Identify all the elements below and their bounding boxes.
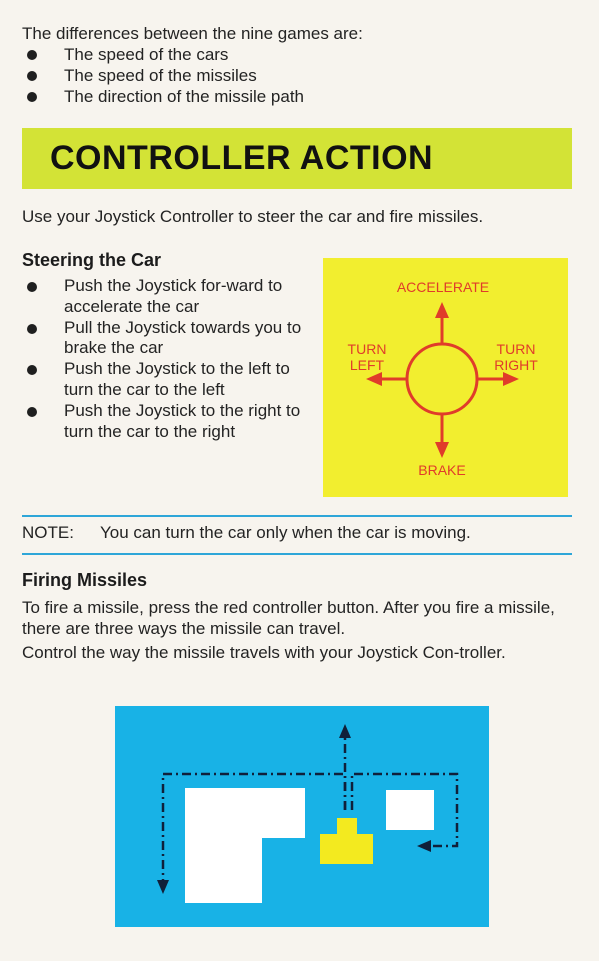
list-item: Push the Joystick to the left to turn the car to the left (22, 359, 312, 401)
firing-paragraph-2: Control the way the missile travels with your Joystick Con-troller. (22, 643, 506, 662)
player-car (320, 818, 373, 864)
turn-right-arrowhead (503, 372, 519, 386)
straight-arrowhead (339, 724, 351, 738)
list-item: Push the Joystick for-ward to accelerate the car (22, 276, 312, 318)
firing-heading: Firing Missiles (22, 570, 148, 590)
accelerate-arrowhead (435, 302, 449, 318)
joystick-diagram (323, 258, 568, 497)
brake-label: BRAKE (418, 462, 466, 478)
left-arrowhead (157, 880, 169, 894)
list-item: The speed of the missiles (22, 65, 582, 86)
steering-list (22, 276, 312, 442)
section-title: CONTROLLER ACTION (50, 139, 434, 177)
note-text: You can turn the car only when the car is moving. (100, 523, 471, 542)
l-shaped-wall (185, 788, 305, 903)
turn-left-label (337, 341, 397, 373)
right-arrowhead (417, 840, 431, 852)
square-wall (386, 790, 434, 830)
turn-right-line2: RIGHT (494, 357, 538, 373)
turn-right-label (485, 341, 547, 373)
note-label: NOTE: (22, 523, 74, 542)
steering-heading: Steering the Car (22, 250, 162, 270)
accelerate-label: ACCELERATE (396, 279, 490, 295)
differences-heading: The differences between the nine games are: (22, 24, 363, 43)
brake-arrowhead (435, 442, 449, 458)
section-banner (22, 128, 572, 189)
differences-list (22, 44, 582, 107)
list-item: The direction of the missile path (22, 86, 582, 107)
controller-intro: Use your Joystick Controller to steer the car and fire missiles. (22, 207, 484, 226)
turn-right-line1: TURN (496, 341, 536, 357)
firing-paragraph-1: To fire a missile, press the red controller button. After you fire a missile, there are three ways the missile can travel. (22, 598, 555, 638)
turn-left-line2: LEFT (349, 357, 385, 373)
turn-left-line1: TURN (347, 341, 387, 357)
list-item: Pull the Joystick towards you to brake the car (22, 318, 312, 360)
list-item: Push the Joystick to the right to turn the car to the right (22, 401, 312, 443)
joystick-circle (407, 344, 477, 414)
list-item: The speed of the cars (22, 44, 582, 65)
game-differences (22, 23, 582, 107)
missile-path-graphic (115, 706, 489, 927)
turn-left-arrowhead (366, 372, 382, 386)
missile-path-diagram (115, 706, 489, 927)
note-bottom-rule (22, 553, 572, 555)
note-top-rule (22, 515, 572, 517)
note (22, 523, 582, 543)
